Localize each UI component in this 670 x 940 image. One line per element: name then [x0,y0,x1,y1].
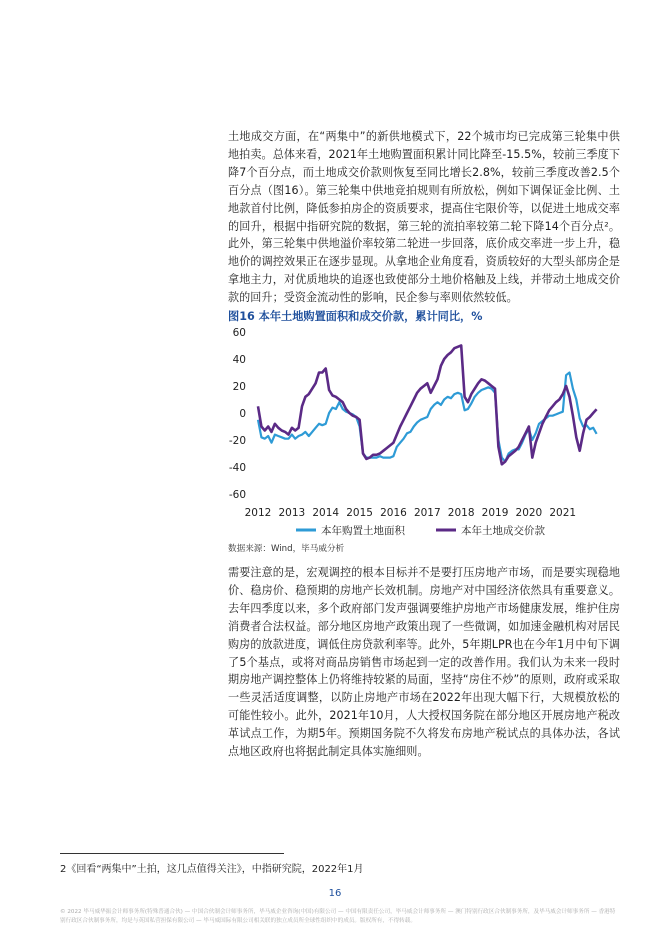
x-tick-label: 2017 [413,507,441,519]
legal-text: © 2022 毕马威华振会计师事务所(特殊普通合伙) — 中国合伙制会计师事务所，毕马威企业咨询(中国)有限公司 — 中国有限责任公司，毕马威会计师事务所 — 澳门特别行政区合伙制事务所，及毕马威会计师事务所 — 香港特别行政区合伙制事务所，均是与英国私营担保有限公司 — 毕马威国际有限公司相关联的独立成员所全球性组织中的成员。版权所有，不得转载。 [60,909,616,924]
y-tick-label: 40 [232,354,246,366]
y-tick-label: 60 [232,327,246,339]
y-tick-label: -60 [228,489,246,501]
x-tick-label: 2021 [549,507,577,519]
x-tick-label: 2014 [312,507,340,519]
legend-land-area-label: 本年购置土地面积 [321,525,405,537]
x-tick-label: 2015 [346,507,373,519]
figure-title: 图16 本年土地购置面积和成交价款，累计同比，% [228,310,483,323]
x-tick-label: 2012 [244,507,272,519]
x-tick-label: 2018 [447,507,475,519]
x-tick-label: 2019 [481,507,509,519]
paragraph-macro-policy: 需要注意的是，宏观调控的根本目标并不是要打压房地产市场，而是要实现稳地价、稳房价、稳预期的房地产长效机制。房地产对中国经济依然具有重要意义。去年四季度以来，多个政府部门发声强调要维护房地产市场健康发展，维护住房消费者合法权益。部分地区房地产政策出现了一些微调，如加速金融机构对居民购房的放款进度，调低住房贷款利率等。此外，5年期LPR也在今年1月中旬下调了5个基点，或将对商品房销售市场起到一定的改善作用。我们认为未来一段时期房地产调控整体上仍将维持较紧的局面，坚持“房住不炒”的原则，政府或采取一些灵活适度调整，以防止房地产市场在2022年出现大幅下行，大规模放松的可能性较小。此外，2021年10月，人大授权国务院在部分地区开展房地产税改革试点工作，为期5年。预期国务院不久将发布房地产税试点的具体办法，各试点地区政府也将据此制定具体实施细则。 [228,566,620,759]
page-number: 16 [328,888,342,899]
footnote-divider [60,853,284,854]
line-chart [228,324,600,540]
x-tick-label: 2020 [515,507,543,519]
y-tick-label: -20 [228,435,246,447]
series-line-land-price [258,346,597,465]
y-tick-label: -40 [228,462,246,474]
legend-land-price-label: 本年土地成交价款 [461,525,545,537]
x-tick-label: 2016 [380,507,407,519]
footnote: 2《回看“两集中”土拍，这几点值得关注》，中指研究院，2022年1月 [60,864,364,875]
y-tick-label: 20 [232,381,246,393]
x-tick-label: 2013 [278,507,306,519]
paragraph-land-transactions: 土地成交方面，在“两集中”的新供地模式下，22个城市均已完成第三轮集中供地拍卖。总体来看，2021年土地购置面积累计同比降至-15.5%，较前三季度下降7个百分点，而土地成交价款则恢复至同比增长2.8%，较前三季度改善2.5个百分点（图16）。第三轮集中供地竞拍规则有所放松，例如下调保证金比例、土地款首付比例，降低参拍房企的资质要求，提高住宅限价等，以促进土地成交率的回升，根据中指研究院的数据，第三轮的流拍率较第二轮下降14个百分点²。此外，第三轮集中供地溢价率较第二轮进一步回落，底价成交率进一步上升，稳地价的调控效果正在逐步显现。从拿地企业角度看，资质较好的大型头部房企是拿地主力，对优质地块的追逐也致使部分土地价格触及上线，并带动土地成交价款的回升；受资金流动性的影响，民企参与率则依然较低。 [228,130,620,305]
source-note: 数据来源：Wind，毕马威分析 [228,544,345,554]
y-tick-label: 0 [239,408,246,420]
